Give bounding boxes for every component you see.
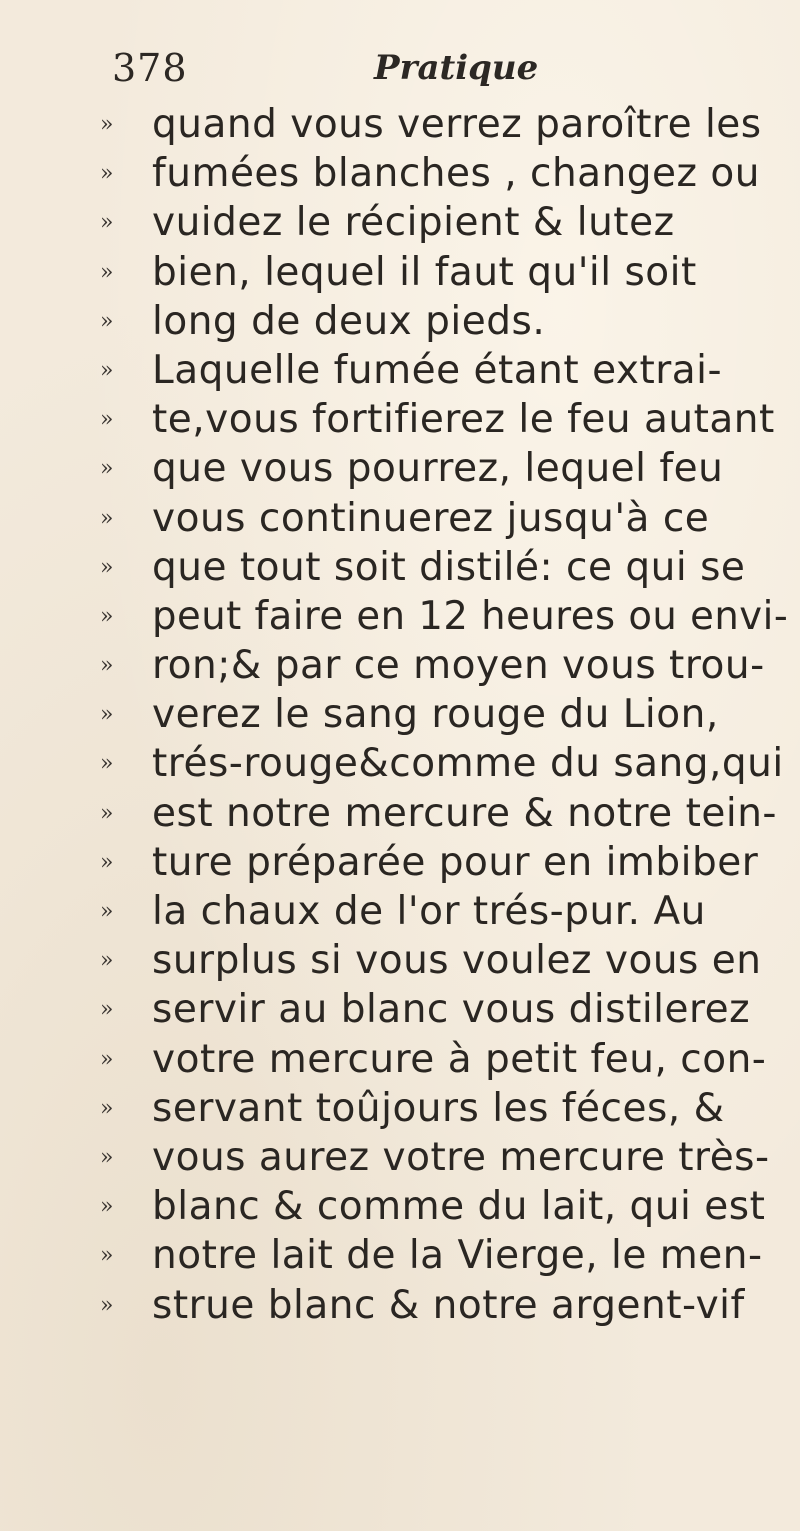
- line-text: verez le sang rouge du Lion,: [152, 692, 719, 738]
- text-line: [100, 1133, 790, 1182]
- line-text: bien, lequel il faut qu'il soit: [152, 249, 697, 295]
- line-text: la chaux de l'or trés-pur. Au: [152, 889, 706, 934]
- text-line: [100, 838, 790, 887]
- line-text: long de deux pieds.: [152, 298, 546, 344]
- quotation-mark: »: [100, 849, 112, 875]
- quotation-mark: »: [100, 554, 112, 580]
- text-line: [100, 592, 790, 641]
- line-text: blanc & comme du lait, qui est: [152, 1184, 766, 1230]
- text-line: [100, 149, 790, 198]
- quotation-mark: »: [100, 357, 112, 383]
- text-line: [100, 444, 790, 493]
- line-text: que tout soit distilé: ce qui se: [152, 544, 746, 590]
- text-line: [100, 887, 790, 936]
- text-line: [100, 1035, 790, 1084]
- quotation-mark: »: [100, 702, 112, 728]
- line-text: vous continuerez jusqu'à ce: [152, 495, 710, 541]
- quotation-mark: »: [100, 112, 112, 137]
- line-text: notre lait de la Vierge, le men-: [152, 1233, 763, 1279]
- line-text: ture préparée pour en imbiber: [152, 839, 759, 885]
- text-line: [100, 198, 790, 247]
- quotation-mark: »: [100, 1194, 112, 1220]
- quotation-mark: »: [100, 308, 112, 334]
- quotation-mark: »: [100, 800, 112, 826]
- page-header: [112, 40, 712, 100]
- text-line: [100, 346, 790, 395]
- quotation-mark: »: [100, 1095, 112, 1121]
- quotation-mark: »: [100, 505, 112, 531]
- quotation-mark: »: [100, 899, 112, 924]
- line-text: surplus si vous voulez vous en: [152, 938, 762, 984]
- text-line: [100, 297, 790, 346]
- text-line: [100, 739, 790, 788]
- line-text: est notre mercure & notre tein-: [152, 790, 777, 836]
- quotation-mark: »: [100, 1292, 112, 1318]
- quotation-mark: »: [100, 653, 112, 679]
- quotation-mark: »: [100, 1144, 112, 1170]
- quotation-mark: »: [100, 1243, 112, 1269]
- quotation-mark: »: [100, 407, 112, 433]
- quotation-mark: »: [100, 948, 112, 974]
- text-line: [100, 690, 790, 739]
- quotation-mark: »: [100, 456, 112, 482]
- text-line: [100, 1231, 790, 1280]
- page-number: 378: [112, 46, 188, 90]
- quotation-mark: »: [100, 603, 112, 629]
- text-line: [100, 100, 790, 149]
- text-line: [100, 985, 790, 1034]
- line-text: vous aurez votre mercure très-: [152, 1134, 770, 1180]
- text-line: [100, 494, 790, 543]
- text-line: [100, 1084, 790, 1133]
- text-line: [100, 1182, 790, 1231]
- text-line: [100, 641, 790, 690]
- text-line: [100, 543, 790, 592]
- text-line: [100, 936, 790, 985]
- body-text: [100, 100, 790, 1330]
- line-text: strue blanc & notre argent-vif: [152, 1282, 745, 1328]
- line-text: votre mercure à petit feu, con-: [152, 1036, 767, 1082]
- running-head: Pratique: [374, 48, 539, 88]
- text-line: [100, 789, 790, 838]
- line-text: servant toûjours les féces, &: [152, 1085, 725, 1131]
- quotation-mark: »: [100, 997, 112, 1023]
- line-text: Laquelle fumée étant extrai-: [152, 347, 723, 393]
- line-text: que vous pourrez, lequel feu: [152, 446, 724, 492]
- line-text: te,vous fortifierez le feu autant: [152, 397, 775, 443]
- text-line: [100, 248, 790, 297]
- quotation-mark: »: [100, 210, 112, 236]
- quotation-mark: »: [100, 1046, 112, 1072]
- quotation-mark: »: [100, 751, 112, 777]
- quotation-mark: »: [100, 259, 112, 285]
- line-text: trés-rouge&comme du sang,qui: [152, 741, 784, 787]
- line-text: quand vous verrez paroître les: [152, 102, 762, 147]
- line-text: vuidez le récipient & lutez: [152, 200, 675, 246]
- quotation-mark: »: [100, 161, 112, 187]
- text-line: [100, 1281, 790, 1330]
- line-text: peut faire en 12 heures ou envi-: [152, 593, 789, 639]
- line-text: ron;& par ce moyen vous trou-: [152, 643, 765, 689]
- line-text: fumées blanches , changez ou: [152, 151, 760, 197]
- line-text: servir au blanc vous distilerez: [152, 987, 751, 1033]
- text-line: [100, 395, 790, 444]
